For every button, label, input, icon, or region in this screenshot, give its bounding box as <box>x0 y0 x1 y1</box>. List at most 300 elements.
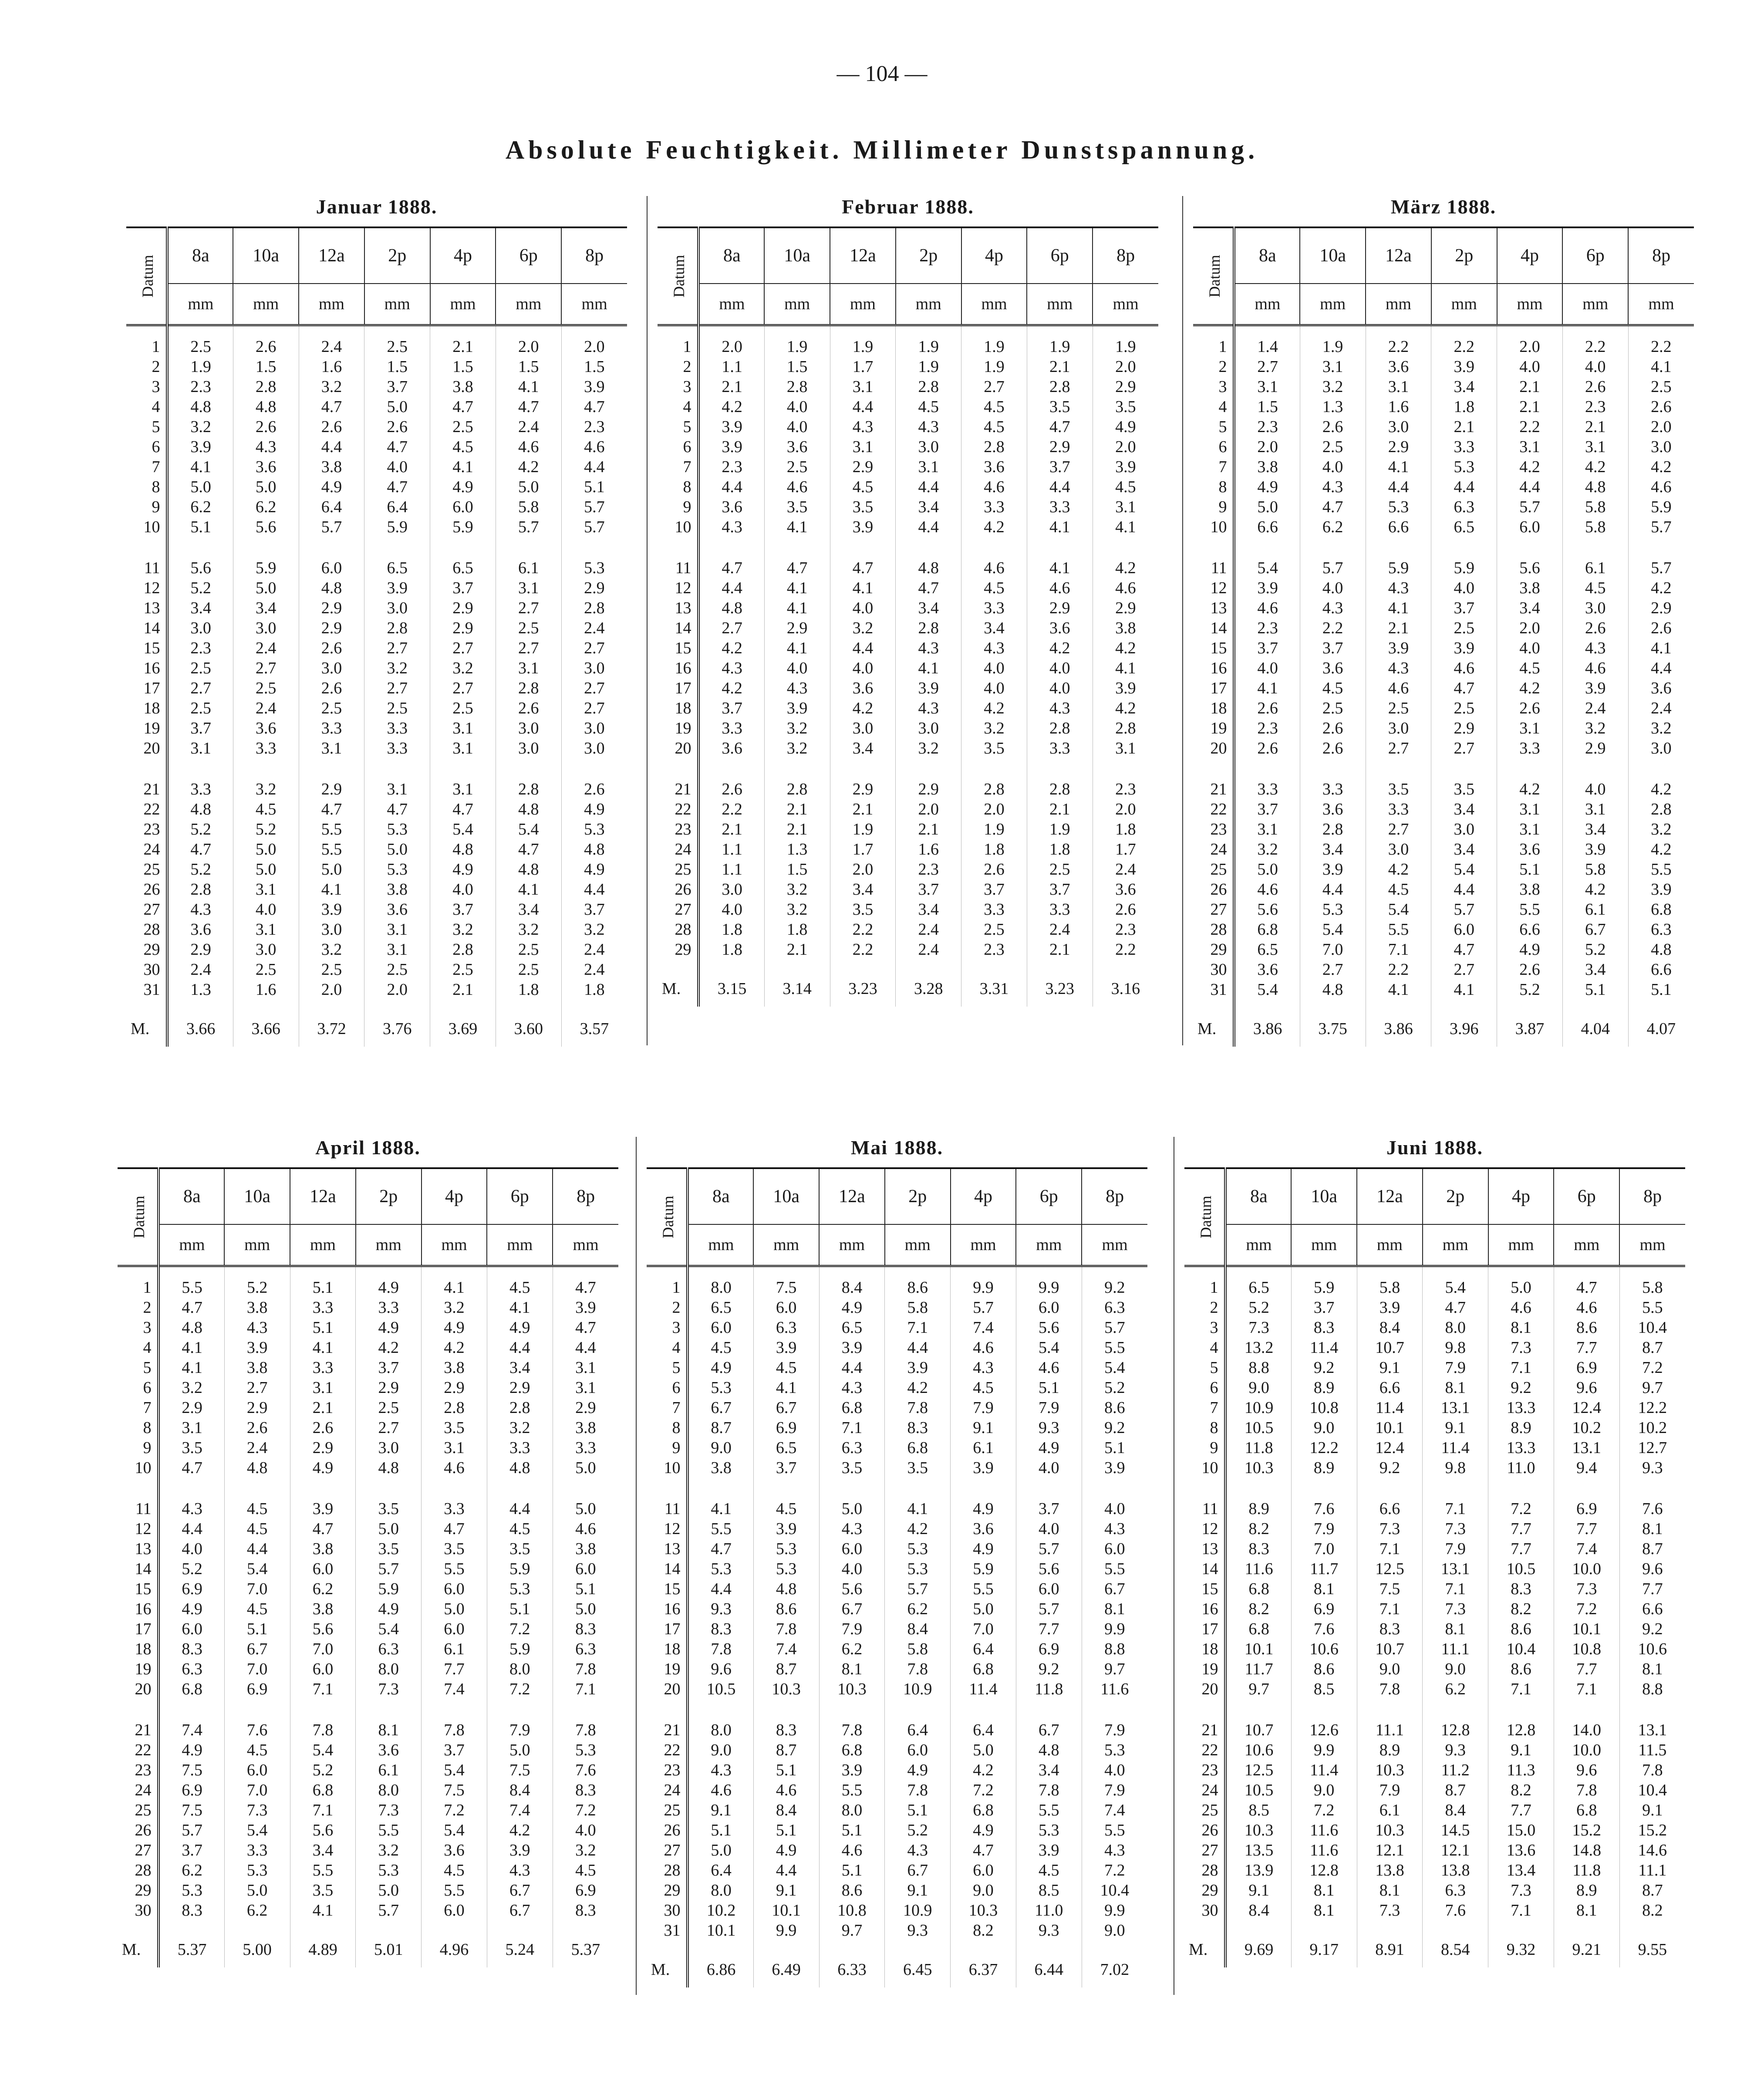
mean-value: 8.54 <box>1423 1931 1488 1967</box>
hour-header: 8a <box>159 1168 224 1224</box>
mean-value: 6.37 <box>951 1951 1016 1987</box>
value-cell: 7.6 4.5 6.0 7.0 7.3 5.4 3.3 5.3 5.0 6.2 <box>224 1710 290 1931</box>
mean-value: 3.57 <box>580 1020 609 1038</box>
value-cell: 4.1 5.5 4.7 5.3 4.4 9.3 8.3 7.8 9.6 10.5 <box>688 1488 753 1710</box>
hour-header: 6p <box>1016 1168 1082 1224</box>
value-cell: 1.9 2.0 2.9 3.5 4.9 2.0 3.9 4.5 3.1 4.1 <box>1115 338 1136 536</box>
datum-header <box>1184 1168 1225 1266</box>
unit-header: mm <box>233 284 299 325</box>
unit-header: mm <box>159 1224 224 1266</box>
value-cell: 4.9 3.6 4.9 5.9 5.5 5.0 7.0 6.4 6.8 11.4 <box>951 1488 1016 1710</box>
unit-header: mm <box>961 284 1027 325</box>
value-cell: 7.8 5.3 7.6 8.3 7.2 4.0 3.2 4.5 6.9 8.3 <box>575 1721 596 1920</box>
table-row <box>1193 548 1694 769</box>
mean-value: 9.32 <box>1488 1931 1554 1967</box>
value-cell: 4.9 3.3 4.9 4.2 3.7 2.9 2.5 2.7 3.0 4.8 <box>356 1266 422 1489</box>
unit-header: mm <box>1366 284 1431 325</box>
unit-header: mm <box>1082 1224 1147 1266</box>
mean-value: 8.91 <box>1357 1931 1423 1967</box>
month-table-5 <box>1184 1128 1685 1967</box>
mean-row <box>1193 1010 1694 1047</box>
table-row <box>647 1488 1147 1710</box>
mean-label: M. <box>658 970 698 1007</box>
hour-header: 8a <box>688 1168 753 1224</box>
value-cell: 2.5 1.5 3.7 5.0 2.6 4.7 4.0 4.7 6.4 5.9 <box>364 325 430 548</box>
datum-header <box>647 1168 688 1266</box>
unit-header: mm <box>430 284 496 325</box>
month-title: April 1888. <box>315 1136 421 1159</box>
unit-header: mm <box>1562 284 1628 325</box>
day-numbers: 1 2 3 4 5 6 7 8 9 10 <box>118 1266 159 1489</box>
mean-value: 3.66 <box>233 1010 299 1047</box>
day-numbers: 1 2 3 4 5 6 7 8 9 10 <box>658 325 698 548</box>
value-cell: 3.3 4.8 5.2 4.7 5.2 2.8 4.3 3.6 2.9 2.4 1.3 <box>167 769 233 1010</box>
table-row <box>126 325 627 548</box>
unit-header: mm <box>764 284 830 325</box>
column-divider <box>636 1137 637 1995</box>
value-cell: 10.7 10.6 12.5 10.5 8.5 10.3 13.5 13.9 9.1 8.4 <box>1225 1710 1291 1931</box>
hour-header: 4p <box>422 1168 487 1224</box>
day-numbers: 21 22 23 24 25 26 27 28 29 <box>658 769 698 970</box>
value-cell: 2.0 1.5 4.1 4.7 2.4 4.6 4.2 5.0 5.8 5.7 <box>496 325 561 548</box>
table-row <box>126 769 627 1010</box>
value-cell: 3.7 4.0 5.7 5.6 6.0 5.7 7.7 6.9 9.2 11.8 <box>1016 1488 1082 1710</box>
value-cell: 5.6 3.8 3.4 2.0 4.0 4.5 4.2 2.6 3.1 3.3 <box>1497 548 1563 769</box>
data-table <box>1193 226 1694 1047</box>
month-table-3 <box>118 1128 618 1967</box>
mean-value: 6.45 <box>885 1951 951 1987</box>
value-cell: 6.7 4.8 3.4 7.8 5.5 5.3 3.9 4.5 8.5 11.0 9.3 <box>1016 1710 1082 1951</box>
value-cell: 2.2 3.6 3.1 1.6 3.0 2.9 4.1 4.4 5.3 6.6 <box>1366 325 1431 548</box>
mean-value: 6.86 <box>688 1951 753 1987</box>
value-cell: 2.1 1.5 3.8 4.7 2.5 4.5 4.1 4.9 6.0 5.9 <box>430 325 496 548</box>
hour-header: 8a <box>167 227 233 284</box>
day-numbers: 1 2 3 4 5 6 7 8 9 10 <box>126 325 167 548</box>
value-cell: 5.5 4.7 4.8 4.1 4.1 3.2 2.9 3.1 3.5 4.7 <box>159 1266 224 1489</box>
value-cell: 2.9 2.1 1.9 1.7 2.0 3.4 3.5 2.2 2.2 <box>830 769 896 970</box>
value-cell: 6.9 7.7 7.4 10.0 7.3 7.2 10.1 10.8 7.7 7.1 <box>1554 1488 1619 1710</box>
table-row <box>658 769 1158 970</box>
value-cell: 6.4 6.0 4.9 7.8 5.1 5.2 4.3 6.7 9.1 10.9 9.3 <box>885 1710 951 1951</box>
table-row <box>118 1488 618 1710</box>
day-numbers: 11 12 13 14 15 16 17 18 19 20 <box>1184 1488 1225 1710</box>
mean-value: 9.69 <box>1225 1931 1291 1967</box>
value-cell: 3.3 4.7 3.5 5.5 6.0 5.0 6.0 6.1 7.7 7.4 <box>422 1488 487 1710</box>
hour-header: 8p <box>553 1168 618 1224</box>
value-cell: 5.6 5.2 3.4 3.0 2.3 2.5 2.7 2.5 3.7 3.1 <box>167 548 233 769</box>
hour-header: 2p <box>364 227 430 284</box>
value-cell: 8.1 3.6 6.1 8.0 7.3 5.5 3.2 5.3 5.0 5.7 <box>356 1710 422 1931</box>
datum-label: Datum <box>130 1196 148 1238</box>
value-cell: 6.4 5.0 4.2 7.2 6.8 4.9 4.7 6.0 9.0 10.3 8.2 <box>951 1710 1016 1951</box>
unit-header: mm <box>1554 1224 1619 1266</box>
mean-value: 3.23 <box>1027 970 1093 1007</box>
mean-value: 5.01 <box>356 1931 422 1967</box>
mean-value: 4.07 <box>1646 1020 1676 1038</box>
day-numbers: 21 22 23 24 25 26 27 28 29 30 31 <box>647 1710 688 1951</box>
data-table <box>118 1167 618 1967</box>
unit-header: mm <box>1234 284 1300 325</box>
mean-value: 4.04 <box>1562 1010 1628 1047</box>
hour-header: 10a <box>1291 1168 1357 1224</box>
value-cell: 5.4 4.7 8.0 9.8 7.9 8.1 13.1 9.1 11.4 9.8 <box>1423 1266 1488 1489</box>
mean-value: 3.14 <box>764 970 830 1007</box>
value-cell: 6.5 3.9 3.0 2.8 2.7 3.2 2.7 2.5 3.3 3.3 <box>364 548 430 769</box>
value-cell: 3.1 4.7 5.4 4.8 4.9 4.0 3.7 3.2 2.8 2.5 2.1 <box>430 769 496 1010</box>
hour-header: 6p <box>1554 1168 1619 1224</box>
table-row <box>658 548 1158 769</box>
datum-label: Datum <box>1197 1196 1214 1238</box>
day-numbers: 11 12 13 14 15 16 17 18 19 20 <box>126 548 167 769</box>
unit-header: mm <box>951 1224 1016 1266</box>
hour-header: 6p <box>1027 227 1093 284</box>
unit-header: mm <box>753 1224 819 1266</box>
value-cell: 5.2 3.8 4.3 3.9 3.8 2.7 2.9 2.6 2.4 4.8 <box>224 1266 290 1489</box>
mean-value: 3.23 <box>830 970 896 1007</box>
value-cell: 7.1 7.3 7.9 13.1 7.1 7.3 8.1 11.1 9.0 6.2 <box>1423 1488 1488 1710</box>
mean-value: 3.72 <box>299 1010 364 1047</box>
unit-header: mm <box>553 1224 618 1266</box>
unit-header: mm <box>1027 284 1093 325</box>
mean-value: 4.96 <box>422 1931 487 1967</box>
value-cell: 2.9 2.0 2.1 1.6 2.3 3.7 3.4 2.4 2.4 <box>896 769 961 970</box>
value-cell: 2.0 4.0 2.1 2.1 2.2 3.1 4.2 4.4 5.7 6.0 <box>1497 325 1563 548</box>
value-cell: 11.1 8.9 10.3 7.9 6.1 10.3 12.1 13.8 8.1 7.3 <box>1357 1710 1423 1931</box>
hour-header: 4p <box>951 1168 1016 1224</box>
hour-header: 12a <box>290 1168 356 1224</box>
unit-header: mm <box>1488 1224 1554 1266</box>
mean-value: 3.76 <box>364 1010 430 1047</box>
value-cell: 1.9 2.1 2.8 3.5 4.7 2.9 3.7 4.4 3.3 4.1 <box>1027 325 1093 548</box>
value-cell: 1.9 1.9 2.7 4.5 4.5 2.8 3.6 4.6 3.3 4.2 <box>961 325 1027 548</box>
datum-label: Datum <box>138 255 156 297</box>
table-row <box>1184 1710 1685 1931</box>
hour-header: 4p <box>430 227 496 284</box>
mean-value: 5.37 <box>571 1940 600 1959</box>
day-numbers: 21 22 23 24 25 26 27 28 29 30 <box>1184 1710 1225 1931</box>
mean-value: 3.31 <box>961 970 1027 1007</box>
value-cell: 2.8 2.1 1.9 1.8 2.5 3.7 3.3 2.4 2.1 <box>1027 769 1093 970</box>
value-cell: 2.0 1.1 2.1 4.2 3.9 3.9 2.3 4.4 3.6 4.3 <box>698 325 764 548</box>
day-numbers: 1 2 3 4 5 6 7 8 9 10 <box>647 1266 688 1489</box>
unit-header: mm <box>496 284 561 325</box>
value-cell: 7.5 6.0 6.3 3.9 4.5 4.1 6.7 6.9 6.5 3.7 <box>753 1266 819 1489</box>
hour-header: 8a <box>1234 227 1300 284</box>
value-cell: 5.9 5.0 3.4 3.0 2.4 2.7 2.5 2.4 3.6 3.3 <box>233 548 299 769</box>
mean-value: 5.00 <box>224 1931 290 1967</box>
value-cell: 12.6 9.9 11.4 9.0 7.2 11.6 11.6 12.8 8.1 8.1 <box>1291 1710 1357 1931</box>
value-cell: 12.8 9.1 11.3 8.2 7.7 15.0 13.6 13.4 7.3 7.1 <box>1488 1710 1554 1931</box>
hour-header: 4p <box>1497 227 1563 284</box>
mean-value: 3.16 <box>1111 980 1140 998</box>
value-cell: 8.0 9.0 4.3 4.6 9.1 5.1 5.0 6.4 8.0 10.2 10.1 <box>688 1710 753 1951</box>
unit-header: mm <box>1016 1224 1082 1266</box>
table-row <box>1193 769 1694 1010</box>
hour-header: 6p <box>496 227 561 284</box>
value-cell: 4.4 4.5 3.5 5.9 5.3 5.1 7.2 5.9 8.0 7.2 <box>487 1488 553 1710</box>
value-cell: 2.0 1.5 3.9 4.7 2.3 4.6 4.4 5.1 5.7 5.7 <box>584 338 605 536</box>
value-cell: 4.1 3.2 4.9 4.2 3.8 2.9 2.8 3.5 3.1 4.6 <box>422 1266 487 1489</box>
mean-label: M. <box>126 1010 167 1047</box>
value-cell: 2.4 1.6 3.2 4.7 2.6 4.4 3.8 4.9 6.4 5.7 <box>299 325 364 548</box>
datum-header <box>658 227 698 325</box>
value-cell: 6.5 3.7 2.9 2.9 2.7 3.2 2.7 2.5 3.1 3.1 <box>430 548 496 769</box>
value-cell: 4.5 4.1 4.9 4.4 3.4 2.9 2.8 3.2 3.3 4.8 <box>487 1266 553 1489</box>
hour-header: 12a <box>830 227 896 284</box>
value-cell: 9.2 6.3 5.7 5.5 5.4 5.2 8.6 9.2 5.1 3.9 <box>1104 1278 1125 1477</box>
day-numbers: 11 12 13 14 15 16 17 18 19 20 <box>1193 548 1234 769</box>
day-numbers: 1 2 3 4 5 6 7 8 9 10 <box>1184 1266 1225 1489</box>
month-title: Januar 1888. <box>316 196 438 218</box>
value-cell: 5.0 4.6 3.8 6.0 5.1 5.0 8.3 6.3 7.8 7.1 <box>575 1500 596 1698</box>
value-cell: 4.2 4.6 2.9 3.8 4.2 4.1 3.9 4.2 2.8 3.1 <box>1115 559 1136 757</box>
value-cell: 4.2 2.8 3.2 4.2 5.5 3.9 6.8 6.3 4.8 6.6 5.1 <box>1651 780 1672 999</box>
value-cell: 5.4 3.9 4.6 2.3 3.7 4.0 4.1 2.6 2.3 2.6 <box>1234 548 1300 769</box>
mean-value: 3.96 <box>1431 1010 1497 1047</box>
value-cell: 4.1 4.6 2.9 3.6 4.2 4.0 4.0 4.3 2.8 3.3 <box>1027 548 1093 769</box>
value-cell: 7.8 3.7 5.4 7.5 7.2 5.4 3.6 4.5 5.5 6.0 <box>422 1710 487 1931</box>
hour-header: 8a <box>698 227 764 284</box>
unit-header: mm <box>1093 284 1158 325</box>
mean-label: M. <box>1193 1010 1234 1047</box>
value-cell: 7.6 8.1 8.7 9.6 7.7 6.6 9.2 10.6 8.1 8.8 <box>1638 1500 1667 1698</box>
datum-header <box>1193 227 1234 325</box>
month-title: Mai 1888. <box>850 1136 944 1159</box>
unit-header: mm <box>885 1224 951 1266</box>
value-cell: 4.3 4.4 4.0 5.2 6.9 4.9 6.0 8.3 6.3 6.8 <box>159 1488 224 1710</box>
mean-value: 3.87 <box>1497 1010 1563 1047</box>
value-cell: 1.9 1.9 2.8 4.5 4.3 3.0 3.1 4.4 3.4 4.4 <box>896 325 961 548</box>
hour-header: 2p <box>356 1168 422 1224</box>
hour-header: 10a <box>233 227 299 284</box>
unit-header: mm <box>1628 284 1694 325</box>
value-cell: 6.5 5.2 7.3 13.2 8.8 9.0 10.9 10.5 11.8 10.3 <box>1225 1266 1291 1489</box>
value-cell: 9.9 5.7 7.4 4.6 4.3 4.5 7.9 9.1 6.1 3.9 <box>951 1266 1016 1489</box>
mean-label: M. <box>647 1951 688 1987</box>
value-cell: 4.5 3.9 5.3 5.3 4.8 8.6 7.8 7.4 8.7 10.3 <box>753 1488 819 1710</box>
unit-header: mm <box>1300 284 1366 325</box>
value-cell: 2.2 4.1 2.5 2.6 2.0 3.0 4.2 4.6 5.9 5.7 <box>1651 338 1672 536</box>
value-cell: 4.7 4.6 8.6 7.7 6.9 9.6 12.4 10.2 13.1 9.4 <box>1554 1266 1619 1489</box>
value-cell: 2.2 3.9 3.4 1.8 2.1 3.3 5.3 4.4 6.3 6.5 <box>1431 325 1497 548</box>
hour-header: 12a <box>819 1168 885 1224</box>
mean-value: 3.86 <box>1234 1010 1300 1047</box>
page-title: Absolute Feuchtigkeit. Millimeter Dunstspannung. <box>505 135 1259 164</box>
day-numbers: 11 12 13 14 15 16 17 18 19 20 <box>647 1488 688 1710</box>
value-cell: 9.9 6.0 5.6 5.4 4.6 5.1 7.9 9.3 4.9 4.0 <box>1016 1266 1082 1489</box>
table-row <box>118 1266 618 1489</box>
month-title: Februar 1888. <box>842 196 974 218</box>
value-cell: 5.7 4.0 4.3 2.2 3.7 3.6 4.5 2.5 2.6 2.6 <box>1300 548 1366 769</box>
month-table-2 <box>1193 187 1694 1047</box>
value-cell: 5.0 4.3 6.0 4.0 5.6 6.7 7.9 6.2 8.1 10.3 <box>819 1488 885 1710</box>
mean-row <box>647 1951 1147 1987</box>
unit-header: mm <box>688 1224 753 1266</box>
value-cell: 2.9 4.7 5.5 5.5 5.0 4.1 3.9 3.0 3.2 2.5 2.0 <box>299 769 364 1010</box>
mean-value: 9.17 <box>1291 1931 1357 1967</box>
value-cell: 12.8 9.3 11.2 8.7 8.4 14.5 12.1 13.8 6.3 7.6 <box>1423 1710 1488 1931</box>
mean-label: M. <box>118 1931 159 1967</box>
day-numbers: 11 12 13 14 15 16 17 18 19 20 <box>658 548 698 769</box>
value-cell: 7.6 7.9 7.0 11.7 8.1 6.9 7.6 10.6 8.6 8.5 <box>1291 1488 1357 1710</box>
value-cell: 5.9 3.7 8.3 11.4 9.2 8.9 10.8 9.0 12.2 8.9 <box>1291 1266 1357 1489</box>
value-cell: 4.1 4.2 5.3 5.3 5.7 6.2 8.4 5.8 7.8 10.9 <box>885 1488 951 1710</box>
value-cell: 4.5 4.5 4.4 5.4 7.0 4.5 5.1 6.7 7.0 6.9 <box>224 1488 290 1710</box>
value-cell: 4.7 4.4 4.8 2.7 4.2 4.3 4.2 3.7 3.3 3.6 <box>698 548 764 769</box>
hour-header: 12a <box>1366 227 1431 284</box>
value-cell: 1.9 3.1 3.2 1.3 2.6 2.5 4.0 4.3 4.7 6.2 <box>1300 325 1366 548</box>
value-cell: 2.2 4.0 2.6 2.3 2.1 3.1 4.2 4.8 5.8 5.8 <box>1562 325 1628 548</box>
unit-header: mm <box>167 284 233 325</box>
unit-header: mm <box>1431 284 1497 325</box>
month-title: März 1888. <box>1390 196 1497 218</box>
page-number: — 104 — <box>836 61 928 86</box>
hour-header: 8p <box>561 227 627 284</box>
unit-header: mm <box>896 284 961 325</box>
data-table <box>658 226 1158 1007</box>
unit-header: mm <box>1225 1224 1291 1266</box>
day-numbers: 21 22 23 24 25 26 27 28 29 30 31 <box>1193 769 1234 1010</box>
hour-header: 10a <box>753 1168 819 1224</box>
datum-label: Datum <box>1205 255 1223 297</box>
value-cell: 3.3 3.7 3.1 3.2 5.0 4.6 5.6 6.8 6.5 3.6 5.4 <box>1234 769 1300 1010</box>
table-row <box>118 1710 618 1931</box>
day-numbers: 11 12 13 14 15 16 17 18 19 20 <box>118 1488 159 1710</box>
value-cell: 2.8 2.0 1.9 1.8 2.6 3.7 3.3 2.5 2.3 <box>961 769 1027 970</box>
datum-label: Datum <box>659 1196 677 1238</box>
value-cell: 5.8 3.9 8.4 10.7 9.1 6.6 11.4 10.1 12.4 9.2 <box>1357 1266 1423 1489</box>
unit-header: mm <box>364 284 430 325</box>
value-cell: 1.4 2.7 3.1 1.5 2.3 2.0 3.8 4.9 5.0 6.6 <box>1234 325 1300 548</box>
hour-header: 8p <box>1093 227 1158 284</box>
unit-header: mm <box>356 1224 422 1266</box>
value-cell: 6.0 4.8 2.9 2.9 2.6 3.0 2.6 2.5 3.3 3.1 <box>299 548 364 769</box>
hour-header: 2p <box>896 227 961 284</box>
unit-header: mm <box>299 284 364 325</box>
hour-header: 8p <box>1628 227 1694 284</box>
data-table <box>1184 1167 1685 1967</box>
value-cell: 7.9 5.3 4.0 7.9 7.4 5.5 4.3 7.2 10.4 9.9 9.0 <box>1100 1721 1130 1940</box>
table-row <box>647 1710 1147 1951</box>
value-cell: 3.5 5.0 3.5 5.7 5.9 4.9 5.4 6.3 8.0 7.3 <box>356 1488 422 1710</box>
unit-header: mm <box>1497 284 1563 325</box>
value-cell: 3.9 4.7 3.8 6.0 6.2 3.8 5.6 7.0 6.0 7.1 <box>290 1488 356 1710</box>
mean-value: 6.33 <box>819 1951 885 1987</box>
datum-header <box>126 227 167 325</box>
value-cell: 4.7 4.1 4.1 2.9 4.1 4.0 4.3 3.9 3.2 3.2 <box>764 548 830 769</box>
mean-row <box>1184 1931 1685 1967</box>
hour-header: 8p <box>1082 1168 1147 1224</box>
value-cell: 4.7 3.9 4.7 4.4 3.1 3.1 2.9 3.8 3.3 5.0 <box>575 1278 596 1477</box>
value-cell: 1.9 1.7 3.1 4.4 4.3 3.1 2.9 4.5 3.5 3.9 <box>830 325 896 548</box>
table-row <box>1184 1266 1685 1489</box>
value-cell: 3.2 4.5 5.2 5.0 5.0 3.1 4.0 3.1 3.0 2.5 1.6 <box>233 769 299 1010</box>
value-cell: 4.8 4.7 3.4 2.8 4.3 4.1 3.9 4.3 3.0 3.2 <box>896 548 961 769</box>
value-cell: 4.2 3.1 3.1 3.6 5.1 3.8 5.5 6.6 4.9 2.6 5.2 <box>1497 769 1563 1010</box>
hour-header: 2p <box>885 1168 951 1224</box>
mean-row <box>658 970 1158 1007</box>
value-cell: 8.9 8.2 8.3 11.6 6.8 8.2 6.8 10.1 11.7 9.7 <box>1225 1488 1291 1710</box>
value-cell: 5.1 3.3 5.1 4.1 3.3 3.1 2.1 2.6 2.9 4.9 <box>290 1266 356 1489</box>
hour-header: 2p <box>1423 1168 1488 1224</box>
value-cell: 2.3 2.0 1.8 1.7 2.4 3.6 2.6 2.3 2.2 <box>1115 780 1136 959</box>
value-cell: 14.0 10.0 9.6 7.8 6.8 15.2 14.8 11.8 8.9 8.1 <box>1554 1710 1619 1931</box>
value-cell: 3.5 3.4 3.0 3.4 5.4 4.4 5.7 6.0 4.7 2.7 4.1 <box>1431 769 1497 1010</box>
column-divider <box>1182 196 1183 1045</box>
unit-header: mm <box>290 1224 356 1266</box>
mean-row <box>118 1931 618 1967</box>
value-cell: 4.0 3.1 3.4 3.9 5.8 4.2 6.1 6.7 5.2 3.4 5.1 <box>1562 769 1628 1010</box>
datum-header <box>118 1168 159 1266</box>
data-table <box>126 226 627 1047</box>
value-cell: 2.6 2.2 2.1 1.1 1.1 3.0 4.0 1.8 1.8 <box>698 769 764 970</box>
value-cell: 7.4 4.9 7.5 6.9 7.5 5.7 3.7 6.2 5.3 8.3 <box>159 1710 224 1931</box>
unit-header: mm <box>1291 1224 1357 1266</box>
table-row <box>1184 1488 1685 1710</box>
value-cell: 5.3 2.9 2.8 2.4 2.7 3.0 2.7 2.7 3.0 3.0 <box>584 559 605 757</box>
mean-value: 3.28 <box>896 970 961 1007</box>
mean-value: 3.86 <box>1366 1010 1431 1047</box>
hour-header: 8a <box>1225 1168 1291 1224</box>
hour-header: 8p <box>1619 1168 1685 1224</box>
month-table-0 <box>126 187 627 1047</box>
value-cell: 6.1 3.1 2.7 2.5 2.7 3.1 2.8 2.6 3.0 3.0 <box>496 548 561 769</box>
value-cell: 5.9 4.0 3.7 2.5 3.9 4.6 4.7 2.5 2.9 2.7 <box>1431 548 1497 769</box>
value-cell: 4.7 4.1 4.0 3.2 4.4 4.0 3.6 4.2 3.0 3.4 <box>830 548 896 769</box>
value-cell: 7.9 5.0 7.5 8.4 7.4 4.2 3.9 4.3 6.7 6.7 <box>487 1710 553 1931</box>
hour-header: 12a <box>299 227 364 284</box>
unit-header: mm <box>224 1224 290 1266</box>
value-cell: 4.0 4.3 6.0 5.5 6.7 8.1 9.9 8.8 9.7 11.6 <box>1100 1500 1129 1698</box>
unit-header: mm <box>561 284 627 325</box>
unit-header: mm <box>1423 1224 1488 1266</box>
hour-header: 12a <box>1357 1168 1423 1224</box>
table-row <box>658 325 1158 548</box>
day-numbers: 21 22 23 24 25 26 27 28 29 30 31 <box>126 769 167 1010</box>
hour-header: 4p <box>961 227 1027 284</box>
mean-value: 3.15 <box>698 970 764 1007</box>
value-cell: 5.7 4.2 2.9 2.6 4.1 4.4 3.6 2.4 3.2 3.0 <box>1651 559 1672 757</box>
mean-value: 3.69 <box>430 1010 496 1047</box>
value-cell: 2.5 1.9 2.3 4.8 3.2 3.9 4.1 5.0 6.2 5.1 <box>167 325 233 548</box>
hour-header: 6p <box>1562 227 1628 284</box>
hour-header: 10a <box>1300 227 1366 284</box>
value-cell: 3.1 4.7 5.3 5.0 5.3 3.8 3.6 3.1 3.1 2.5 2.0 <box>364 769 430 1010</box>
mean-label: M. <box>1184 1931 1225 1967</box>
datum-label: Datum <box>670 255 688 297</box>
day-numbers: 1 2 3 4 5 6 7 8 9 10 <box>1193 325 1234 548</box>
mean-value: 6.44 <box>1016 1951 1082 1987</box>
unit-header: mm <box>698 284 764 325</box>
table-row <box>647 1266 1147 1489</box>
value-cell: 8.4 4.9 6.5 3.9 4.4 4.3 6.8 7.1 6.3 3.5 <box>819 1266 885 1489</box>
value-cell: 6.1 4.5 3.0 2.6 4.3 4.6 3.9 2.4 3.2 2.9 <box>1562 548 1628 769</box>
mean-value: 7.02 <box>1100 1960 1130 1979</box>
value-cell: 8.6 5.8 7.1 4.4 3.9 4.2 7.8 8.3 6.8 3.5 <box>885 1266 951 1489</box>
mean-value: 4.89 <box>290 1931 356 1967</box>
mean-value: 9.55 <box>1638 1940 1667 1959</box>
value-cell: 5.0 4.6 8.1 7.3 7.1 9.2 13.3 8.9 13.3 11.0 <box>1488 1266 1554 1489</box>
mean-row <box>126 1010 627 1047</box>
month-title: Juni 1888. <box>1386 1136 1483 1159</box>
day-numbers: 21 22 23 24 25 26 27 28 29 30 <box>118 1710 159 1931</box>
month-table-4 <box>647 1128 1147 1987</box>
table-row <box>126 548 627 769</box>
mean-value: 5.37 <box>159 1931 224 1967</box>
mean-value: 5.24 <box>487 1931 553 1967</box>
mean-value: 6.49 <box>753 1951 819 1987</box>
mean-value: 9.21 <box>1554 1931 1619 1967</box>
